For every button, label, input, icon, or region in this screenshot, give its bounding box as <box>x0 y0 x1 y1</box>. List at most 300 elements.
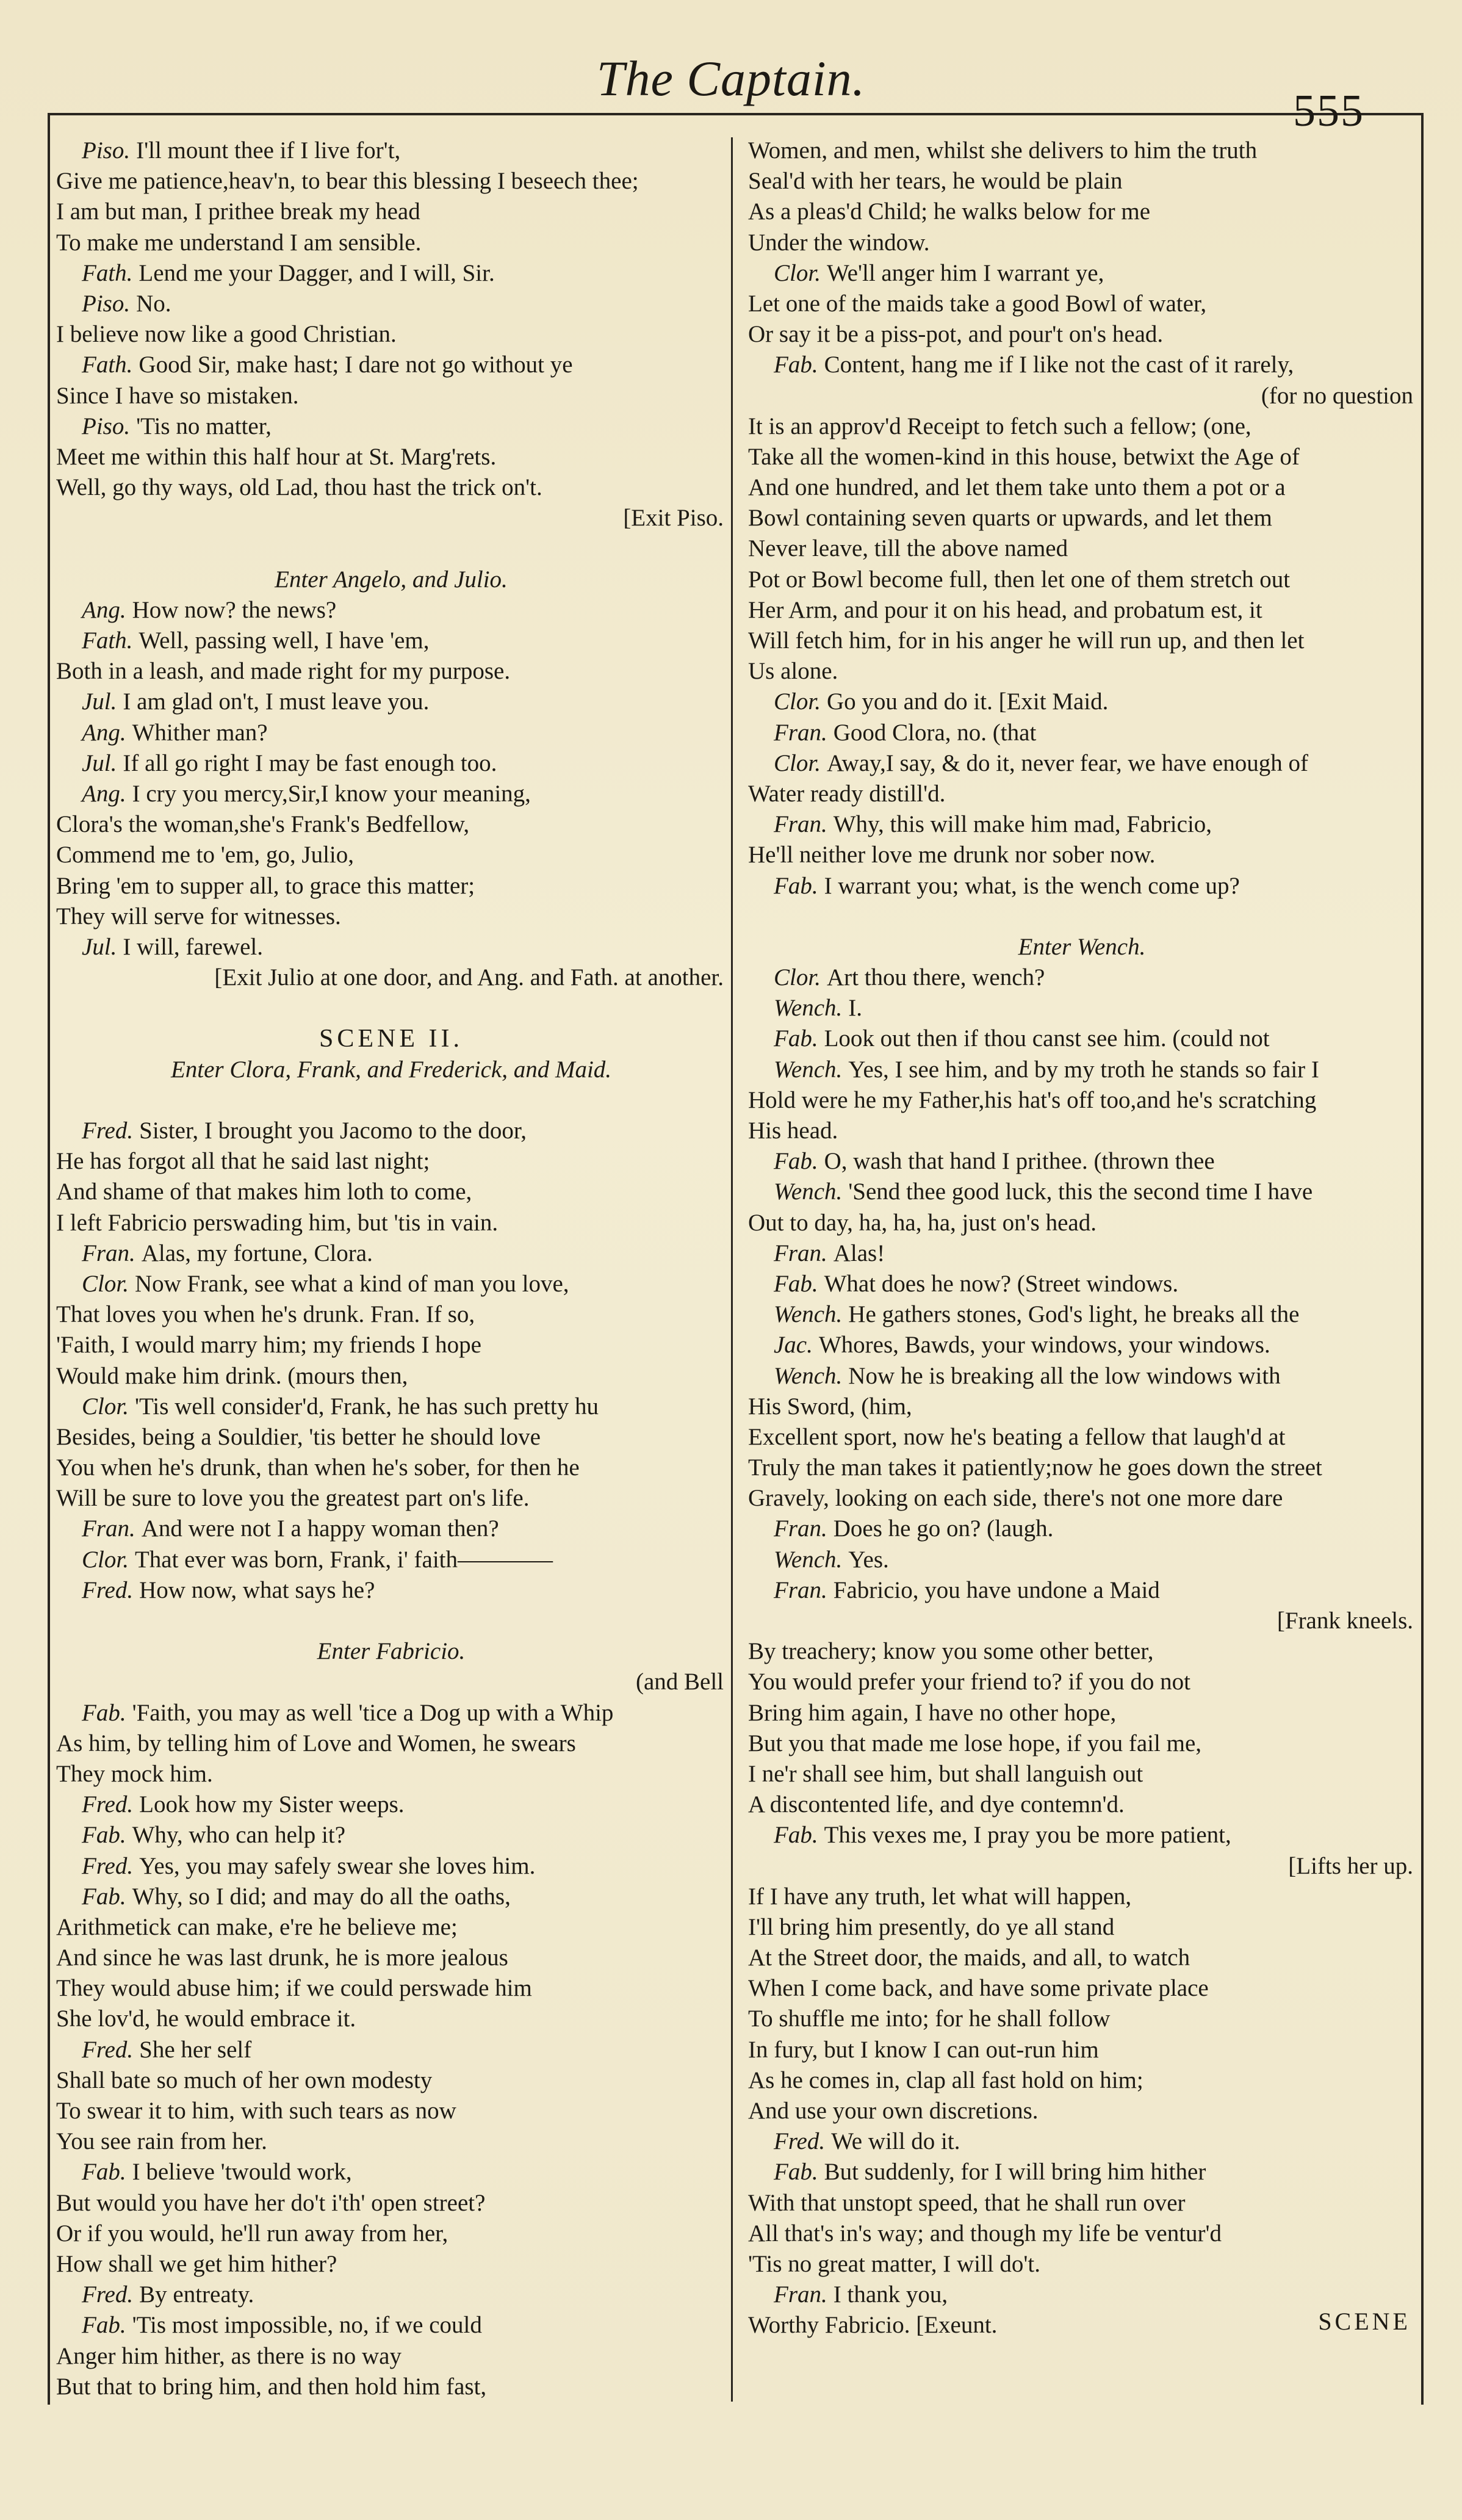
line-text: Women, and men, whilst she delivers to him the truth <box>748 137 1258 164</box>
verse-line <box>748 289 1416 319</box>
speaker-label: Piso. <box>82 290 131 317</box>
line-text: I left Fabricio perswading him, but 'tis in vain. <box>56 1209 499 1236</box>
line-text: But that to bring him, and then hold him fast, <box>56 2373 487 2400</box>
verse-line <box>748 871 1416 901</box>
verse-line <box>748 962 1416 993</box>
verse-line <box>748 748 1416 779</box>
verse-line <box>748 1453 1416 1483</box>
speaker-label: Ang. <box>82 780 126 807</box>
line-text: This vexes me, I pray you be more patient, <box>824 1822 1231 1849</box>
verse-line <box>56 656 726 687</box>
line-text: Go you and do it. [Exit Maid. <box>826 688 1109 715</box>
verse-line <box>748 1698 1416 1728</box>
line-text: His head. <box>748 1117 838 1144</box>
line-text: Why, so I did; and may do all the oaths, <box>132 1883 511 1910</box>
line-text: But you that made me lose hope, if you fail me, <box>748 1730 1201 1756</box>
speaker-label: Clor. <box>774 259 821 286</box>
verse-line <box>748 1177 1416 1207</box>
verse-line <box>56 1208 726 1238</box>
exit-direction: (and Bell <box>635 1669 724 1695</box>
line-text: Yes, I see him, and by my troth he stands so fair I <box>848 1056 1319 1083</box>
verse-line <box>748 2065 1416 2096</box>
line-text: Bring 'em to supper all, to grace this matter; <box>56 872 475 899</box>
running-title: The Captain. <box>596 51 866 106</box>
line-text: If I have any truth, let what will happen, <box>748 1883 1132 1910</box>
line-text: Gravely, looking on each side, there's not one more dare <box>748 1485 1283 1512</box>
line-text: Now he is breaking all the low windows with <box>848 1362 1281 1389</box>
verse-line <box>748 442 1416 472</box>
speaker-label: Fran. <box>774 811 827 838</box>
line-text: 'Tis no great matter, I will do't. <box>748 2250 1041 2277</box>
line-text: You when he's drunk, than when he's sober, for then he <box>56 1454 580 1481</box>
page-number: 555 <box>1293 86 1364 136</box>
line-text: They would abuse him; if we could perswade him <box>56 1975 532 2002</box>
line-text: Good Sir, make hast; I dare not go without ye <box>139 352 573 378</box>
line-text: Her Arm, and pour it on his head, and probatum est, it <box>748 596 1262 623</box>
speaker-label: Fran. <box>774 719 827 746</box>
line-text: Or if you would, he'll run away from her, <box>56 2220 448 2247</box>
speaker-label: Clor. <box>82 1270 129 1297</box>
verse-line <box>748 1483 1416 1514</box>
speaker-label: Fath. <box>82 259 133 286</box>
line-text: Sister, I brought you Jacomo to the door, <box>139 1117 527 1144</box>
verse-line <box>56 1299 726 1330</box>
line-text: And use your own discretions. <box>748 2098 1039 2124</box>
line-text: It is an approv'd Receipt to fetch such a fellow; (one, <box>748 413 1251 439</box>
line-text: That ever was born, Frank, i' faith———— <box>134 1546 553 1573</box>
line-text: 'Tis no matter, <box>136 413 272 439</box>
line-text: Under the window. <box>748 229 930 256</box>
line-text: When I come back, and have some private place <box>748 1975 1209 2002</box>
line-text: Pot or Bowl become full, then let one of them stretch out <box>748 566 1291 593</box>
line-text: She her self <box>139 2036 252 2063</box>
line-text: 'Faith, you may as well 'tice a Dog up with a Whip <box>132 1699 614 1726</box>
verse-line <box>56 595 726 626</box>
verse-line <box>748 687 1416 717</box>
speaker-label: Ang. <box>82 719 126 746</box>
verse-line <box>748 2157 1416 2187</box>
verse-line <box>748 1882 1416 1912</box>
line-text: To shuffle me into; for he shall follow <box>748 2006 1111 2032</box>
verse-line <box>56 319 726 350</box>
line-text: Clora's the woman,she's Frank's Bedfellow, <box>56 811 470 838</box>
verse-line <box>748 840 1416 870</box>
line-text: 'Faith, I would marry him; my friends I hope <box>56 1332 481 1359</box>
verse-line <box>748 166 1416 197</box>
verse-line <box>748 1361 1416 1392</box>
line-text: I'll bring him presently, do ye all stand <box>748 1913 1115 1940</box>
verse-line <box>56 1820 726 1850</box>
line-text: No. <box>136 290 171 317</box>
stage-direction: Enter Wench. <box>1018 933 1146 960</box>
right-rule <box>1421 113 1424 2405</box>
verse-line <box>748 2188 1416 2219</box>
verse-line <box>56 1698 726 1728</box>
line-text: Give me patience,heav'n, to bear this blessing I beseech thee; <box>56 168 639 195</box>
speaker-label: Fab. <box>774 872 818 899</box>
speaker-label: Fab. <box>82 1699 126 1726</box>
verse-line <box>748 779 1416 809</box>
line-text: Will be sure to love you the greatest part on's life. <box>56 1485 530 1512</box>
verse-line <box>748 411 1416 442</box>
speaker-label: Fath. <box>82 352 133 378</box>
verse-line <box>56 1238 726 1269</box>
exit-direction: [Exit Julio at one door, and Ang. and Fath. at another. <box>214 964 724 991</box>
speaker-label: Wench. <box>774 1301 843 1328</box>
line-text: Bring him again, I have no other hope, <box>748 1699 1117 1726</box>
verse-line <box>748 2310 1416 2341</box>
verse-line <box>748 503 1416 533</box>
speaker-label: Fran. <box>774 1240 827 1266</box>
stage-direction: Enter Angelo, and Julio. <box>275 566 508 593</box>
verse-line <box>56 687 726 717</box>
speaker-label: Jac. <box>774 1332 813 1359</box>
speaker-label: Fab. <box>82 1822 126 1849</box>
line-text: Worthy Fabricio. [Exeunt. <box>748 2312 998 2339</box>
line-text: Look how my Sister weeps. <box>139 1791 405 1818</box>
line-text: Commend me to 'em, go, Julio, <box>56 842 354 868</box>
line-text: Now Frank, see what a kind of man you love, <box>134 1270 569 1297</box>
verse-line <box>56 1973 726 2004</box>
verse-line <box>56 809 726 840</box>
verse-line <box>56 932 726 962</box>
speaker-label: Clor. <box>82 1546 129 1573</box>
verse-line <box>56 1943 726 1973</box>
line-text: Art thou there, wench? <box>826 964 1045 991</box>
verse-line <box>748 1422 1416 1453</box>
line-text: Hold were he my Father,his hat's off too,and he's scratching <box>748 1086 1317 1113</box>
line-text: We will do it. <box>831 2128 960 2155</box>
line-text: Well, go thy ways, old Lad, thou hast the trick on't. <box>56 474 542 501</box>
line-text: If all go right I may be fast enough too. <box>123 749 497 776</box>
speaker-label: Fran. <box>82 1240 135 1266</box>
verse-line <box>748 258 1416 289</box>
line-text: 'Tis well consider'd, Frank, he has such pretty hu <box>134 1393 599 1420</box>
speaker-label: Wench. <box>774 1179 843 1205</box>
line-text: Out to day, ha, ha, ha, just on's head. <box>748 1209 1096 1236</box>
line-text: Anger him hither, as there is no way <box>56 2342 402 2369</box>
verse-line <box>748 472 1416 503</box>
left-column <box>56 135 726 2402</box>
line-text: Since I have so mistaken. <box>56 382 299 409</box>
speaker-label: Clor. <box>774 964 821 991</box>
verse-line <box>748 319 1416 350</box>
line-text: A discontented life, and dye contemn'd. <box>748 1791 1125 1818</box>
line-text: And were not I a happy woman then? <box>141 1515 499 1542</box>
speaker-label: Fab. <box>774 1822 818 1849</box>
line-text: 'Send thee good luck, this the second time I have <box>848 1179 1313 1205</box>
line-text: And shame of that makes him loth to come, <box>56 1179 472 1205</box>
verse-line <box>748 626 1416 656</box>
verse-line <box>748 993 1416 1024</box>
verse-line <box>748 1943 1416 1973</box>
line-text: Or say it be a piss-pot, and pour't on's head. <box>748 321 1164 348</box>
line-text: At the Street door, the maids, and all, to watch <box>748 1944 1190 1971</box>
line-text: How now? the news? <box>132 596 337 623</box>
verse-line <box>748 1330 1416 1360</box>
verse-line <box>748 1269 1416 1299</box>
verse-line <box>748 1024 1416 1054</box>
line-text: Yes, you may safely swear she loves him. <box>139 1852 536 1879</box>
verse-line <box>56 1392 726 1422</box>
verse-line <box>56 2126 726 2157</box>
line-text: By entreaty. <box>139 2281 254 2308</box>
verse-line <box>748 533 1416 564</box>
line-text: I am glad on't, I must leave you. <box>123 688 430 715</box>
verse-line <box>56 2341 726 2372</box>
verse-line <box>56 1330 726 1360</box>
speaker-label: Jul. <box>82 933 117 960</box>
line-text: Does he go on? (laugh. <box>833 1515 1054 1542</box>
verse-line <box>748 1820 1416 1850</box>
line-text: Shall bate so much of her own modesty <box>56 2067 433 2093</box>
line-text: He'll neither love me drunk nor sober now. <box>748 842 1156 868</box>
line-text: I thank you, <box>833 2281 948 2308</box>
speaker-label: Wench. <box>774 995 843 1022</box>
line-text: What does he now? (Street windows. <box>824 1270 1179 1297</box>
speaker-label: Fab. <box>774 2159 818 2186</box>
column-divider <box>731 137 733 2402</box>
verse-line <box>748 350 1416 380</box>
line-text: Let one of the maids take a good Bowl of water, <box>748 290 1207 317</box>
verse-line <box>56 197 726 227</box>
blank-line <box>56 533 726 564</box>
line-text: I believe now like a good Christian. <box>56 321 397 348</box>
line-text: He gathers stones, God's light, he breaks all the <box>848 1301 1300 1328</box>
verse-line <box>56 2065 726 2096</box>
line-text: Truly the man takes it patiently;now he goes down the street <box>748 1454 1322 1481</box>
verse-line <box>56 871 726 901</box>
speaker-label: Fab. <box>774 1148 818 1175</box>
verse-line <box>748 565 1416 595</box>
speaker-label: Fab. <box>774 1270 818 1297</box>
line-text: Whither man? <box>132 719 268 746</box>
verse-line <box>748 1667 1416 1697</box>
verse-line <box>748 1636 1416 1667</box>
verse-line <box>56 2280 726 2310</box>
line-text: Never leave, till the above named <box>748 535 1068 562</box>
line-text: 'Tis most impossible, no, if we could <box>132 2312 482 2339</box>
speaker-label: Fab. <box>82 1883 126 1910</box>
line-text: And since he was last drunk, he is more jealous <box>56 1944 508 1971</box>
verse-line <box>56 2372 726 2402</box>
verse-line <box>56 1728 726 1759</box>
line-text: Why, who can help it? <box>132 1822 346 1849</box>
line-text: I warrant you; what, is the wench come up? <box>824 872 1240 899</box>
verse-line <box>748 2280 1416 2310</box>
line-text: He has forgot all that he said last night; <box>56 1148 430 1175</box>
verse-line <box>56 2096 726 2126</box>
speaker-label: Fab. <box>774 1025 818 1052</box>
verse-line <box>748 2035 1416 2065</box>
verse-line <box>748 2096 1416 2126</box>
line-text: Excellent sport, now he's beating a fellow that laugh'd at <box>748 1423 1286 1450</box>
line-text: They will serve for witnesses. <box>56 903 341 930</box>
speaker-label: Clor. <box>82 1393 129 1420</box>
verse-line <box>56 840 726 870</box>
line-text: That loves you when he's drunk. Fran. If so, <box>56 1301 475 1328</box>
verse-line <box>56 1483 726 1514</box>
verse-line <box>748 718 1416 748</box>
stage-direction: Enter Clora, Frank, and Frederick, and Maid. <box>170 1056 612 1083</box>
verse-line <box>56 1177 726 1207</box>
speaker-label: Fred. <box>774 2128 826 2155</box>
verse-line <box>56 411 726 442</box>
speaker-label: Jul. <box>82 749 117 776</box>
verse-line <box>56 135 726 166</box>
line-text: His Sword, (him, <box>748 1393 912 1420</box>
verse-line <box>56 2188 726 2219</box>
speaker-label: Fran. <box>82 1515 135 1542</box>
line-text: Whores, Bawds, your windows, your windows. <box>818 1332 1270 1359</box>
speaker-label: Fred. <box>82 1576 134 1603</box>
line-text: As he comes in, clap all fast hold on him; <box>748 2067 1143 2093</box>
line-text: Would make him drink. (mours then, <box>56 1362 408 1389</box>
verse-line <box>748 2004 1416 2034</box>
verse-line <box>748 228 1416 258</box>
line-text: Both in a leash, and made right for my purpose. <box>56 658 511 685</box>
verse-line <box>748 1392 1416 1422</box>
catchword: SCENE <box>1318 2308 1411 2335</box>
exit-direction: [Exit Piso. <box>623 505 724 532</box>
verse-line <box>748 1116 1416 1146</box>
line-text: Yes. <box>848 1546 889 1573</box>
verse-line <box>56 442 726 472</box>
verse-line <box>56 166 726 197</box>
verse-line <box>56 1361 726 1392</box>
line-text: To swear it to him, with such tears as now <box>56 2098 456 2124</box>
speaker-label: Fab. <box>774 352 818 378</box>
verse-line <box>748 656 1416 687</box>
line-text: In fury, but I know I can out-run him <box>748 2036 1099 2063</box>
line-text: To make me understand I am sensible. <box>56 229 422 256</box>
speaker-label: Fred. <box>82 2036 134 2063</box>
speaker-label: Fran. <box>774 1576 827 1603</box>
line-text: You see rain from her. <box>56 2128 267 2155</box>
speaker-label: Fran. <box>774 1515 827 1542</box>
blank-line <box>56 1085 726 1116</box>
verse-line <box>748 1789 1416 1820</box>
verse-line <box>748 135 1416 166</box>
verse-line <box>56 258 726 289</box>
line-text: Away,I say, & do it, never fear, we have enough of <box>826 749 1308 776</box>
line-text: Seal'd with her tears, he would be plain <box>748 168 1123 195</box>
line-text: Besides, being a Souldier, 'tis better he should love <box>56 1423 541 1450</box>
verse-line <box>56 2219 726 2249</box>
line-text: By treachery; know you some other better, <box>748 1638 1154 1665</box>
line-text: With that unstopt speed, that he shall run over <box>748 2189 1186 2216</box>
line-text: I cry you mercy,Sir,I know your meaning, <box>132 780 531 807</box>
line-text: As a pleas'd Child; he walks below for me <box>748 198 1151 225</box>
line-text: And one hundred, and let them take unto them a pot or a <box>748 474 1286 501</box>
speaker-label: Clor. <box>774 749 821 776</box>
line-text: All that's in's way; and though my life be ventur'd <box>748 2220 1222 2247</box>
verse-line <box>56 2310 726 2341</box>
verse-line <box>56 2249 726 2280</box>
verse-line <box>748 1238 1416 1269</box>
verse-line <box>56 718 726 748</box>
verse-line <box>748 1912 1416 1943</box>
line-text: I will, farewel. <box>123 933 263 960</box>
verse-line <box>56 2004 726 2034</box>
speaker-label: Fred. <box>82 1791 134 1818</box>
verse-line <box>56 1453 726 1483</box>
verse-line <box>748 2126 1416 2157</box>
exit-direction: [Frank kneels. <box>1277 1608 1413 1634</box>
speaker-label: Fab. <box>82 2159 126 2186</box>
verse-line <box>56 2035 726 2065</box>
verse-line <box>56 350 726 380</box>
speaker-label: Jul. <box>82 688 117 715</box>
exit-direction: (for no question <box>1261 382 1413 409</box>
verse-line <box>56 1882 726 1912</box>
verse-line <box>748 1299 1416 1330</box>
line-text: I ne'r shall see him, but shall languish out <box>748 1760 1143 1787</box>
verse-line <box>56 1759 726 1789</box>
speaker-label: Piso. <box>82 137 131 164</box>
line-text: We'll anger him I warrant ye, <box>826 259 1104 286</box>
line-text: How now, what says he? <box>139 1576 375 1603</box>
speaker-label: Fred. <box>82 1852 134 1879</box>
verse-line <box>56 472 726 503</box>
top-rule <box>48 113 1424 115</box>
verse-line <box>56 626 726 656</box>
verse-line <box>56 1116 726 1146</box>
line-text: You would prefer your friend to? if you do not <box>748 1669 1191 1695</box>
line-text: Fabricio, you have undone a Maid <box>833 1576 1160 1603</box>
line-text: I. <box>848 995 863 1022</box>
verse-line <box>748 1055 1416 1085</box>
verse-line <box>56 1269 726 1299</box>
verse-line <box>748 197 1416 227</box>
speaker-label: Wench. <box>774 1056 843 1083</box>
line-text: Good Clora, no. (that <box>833 719 1037 746</box>
verse-line <box>56 1422 726 1453</box>
verse-line <box>56 1545 726 1575</box>
line-text: I am but man, I prithee break my head <box>56 198 420 225</box>
line-text: Content, hang me if I like not the cast of it rarely, <box>824 352 1294 378</box>
line-text: How shall we get him hither? <box>56 2250 337 2277</box>
line-text: Bowl containing seven quarts or upwards, and let them <box>748 505 1272 532</box>
verse-line <box>56 779 726 809</box>
speaker-label: Fab. <box>82 2312 126 2339</box>
verse-line <box>56 1575 726 1606</box>
verse-line <box>748 1146 1416 1177</box>
verse-line <box>56 901 726 932</box>
verse-line <box>56 1912 726 1943</box>
line-text: As him, by telling him of Love and Women, he swears <box>56 1730 576 1756</box>
line-text: Look out then if thou canst see him. (could not <box>824 1025 1270 1052</box>
verse-line <box>748 1085 1416 1116</box>
verse-line <box>748 1514 1416 1544</box>
speaker-label: Fred. <box>82 2281 134 2308</box>
blank-line <box>56 1606 726 1636</box>
speaker-label: Fran. <box>774 2281 827 2308</box>
verse-line <box>56 381 726 411</box>
verse-line <box>56 1146 726 1177</box>
line-text: Alas! <box>833 1240 885 1266</box>
blank-line <box>748 901 1416 932</box>
speaker-label: Ang. <box>82 596 126 623</box>
left-rule <box>48 113 50 2405</box>
line-text: Arithmetick can make, e're he believe me; <box>56 1913 458 1940</box>
verse-line <box>56 2157 726 2187</box>
speaker-label: Piso. <box>82 413 131 439</box>
speaker-label: Fred. <box>82 1117 134 1144</box>
line-text: They mock him. <box>56 1760 213 1787</box>
verse-line <box>748 1728 1416 1759</box>
line-text: Why, this will make him mad, Fabricio, <box>833 811 1212 838</box>
